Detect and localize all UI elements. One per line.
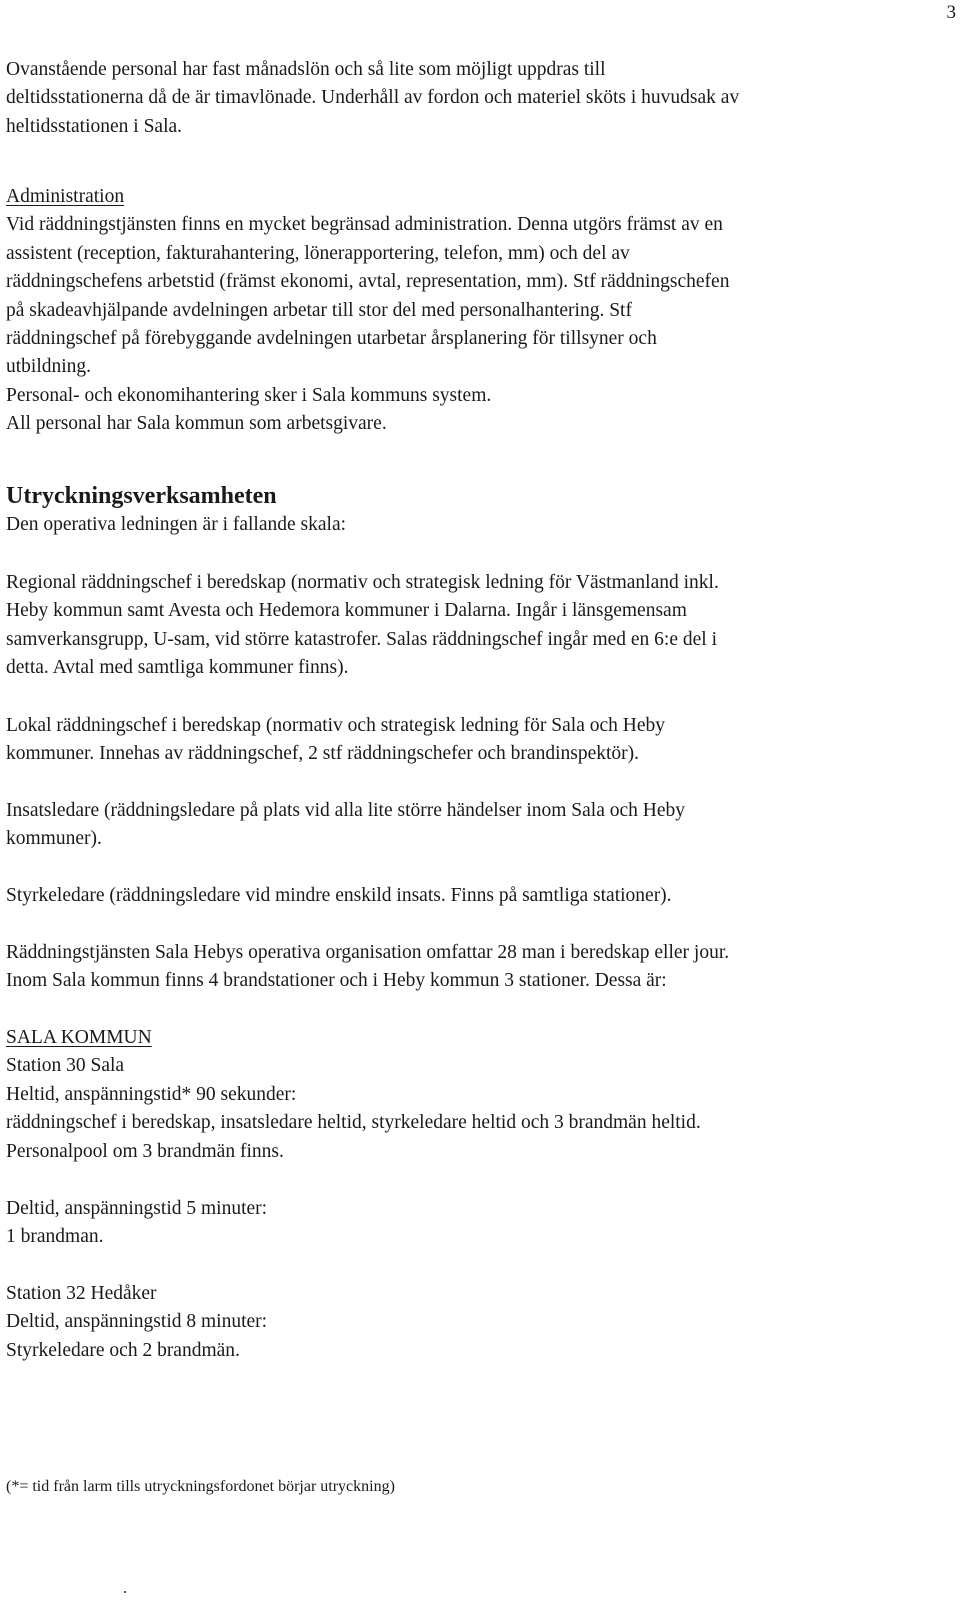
- text-line: kommuner. Innehas av räddningschef, 2 stf räddningschefer och brandinspektör).: [6, 743, 640, 765]
- text-line: Vid räddningstjänsten finns en mycket begränsad administration. Denna utgörs främst av en: [6, 214, 723, 236]
- text-line: Personal- och ekonomihantering sker i Sala kommuns system.: [6, 384, 492, 406]
- section-heading: Utryckningsverksamheten: [6, 483, 277, 509]
- text-line: räddningschef på förebyggande avdelningen utarbetar årsplanering för tillsyner och: [6, 328, 657, 350]
- station-32-paragraph: [6, 1280, 946, 1365]
- text-line: deltidsstationerna då de är timavlönade. Underhåll av fordon och materiel sköts i huvudsak av: [6, 87, 740, 109]
- paragraph-insatsledare: [6, 797, 946, 854]
- text-line: Styrkeledare och 2 brandmän.: [6, 1339, 240, 1361]
- footnote: (*= tid från larm tills utryckningsfordonet börjar utryckning): [6, 1478, 395, 1495]
- deltid-paragraph: [6, 1195, 946, 1252]
- text-line: utbildning.: [6, 356, 92, 378]
- text-line: räddningschef i beredskap, insatsledare heltid, styrkeledare heltid och 3 brandmän heltid.: [6, 1112, 701, 1134]
- text-line: Den operativa ledningen är i fallande skala:: [6, 514, 347, 535]
- text-line: All personal har Sala kommun som arbetsgivare.: [6, 413, 387, 435]
- text-line: Inom Sala kommun finns 4 brandstationer och i Heby kommun 3 stationer. Dessa är:: [6, 970, 667, 992]
- paragraph-organisation: [6, 939, 946, 996]
- text-line: Ovanstående personal har fast månadslön och så lite som möjligt uppdras till: [6, 59, 606, 80]
- paragraph-styrkeledare: [6, 882, 946, 910]
- text-line: Lokal räddningschef i beredskap (normativ och strategisk ledning för Sala och Heby: [6, 715, 666, 736]
- text-line: Deltid, anspänningstid 5 minuter:: [6, 1198, 268, 1219]
- text-line: Deltid, anspänningstid 8 minuter:: [6, 1311, 268, 1333]
- text-line: Station 30 Sala: [6, 1055, 125, 1077]
- text-line: Heltid, anspänningstid* 90 sekunder:: [6, 1083, 297, 1105]
- text-line: Räddningstjänsten Sala Hebys operativa organisation omfattar 28 man i beredskap eller jour.: [6, 942, 730, 963]
- paragraph-regional: [6, 569, 946, 683]
- utryckning-section-header: [6, 481, 946, 539]
- administration-heading: Administration: [6, 186, 125, 207]
- text-line: Personalpool om 3 brandmän finns.: [6, 1140, 284, 1162]
- text-line: kommuner).: [6, 828, 102, 850]
- paragraph-lokal: [6, 712, 946, 769]
- intro-paragraph: [6, 56, 946, 141]
- page-number: 3: [946, 2, 956, 23]
- text-line: Heby kommun samt Avesta och Hedemora kommuner i Dalarna. Ingår i länsgemensam: [6, 600, 687, 622]
- text-line: assistent (reception, fakturahantering, lönerapportering, telefon, mm) och del av: [6, 242, 630, 264]
- text-line: heltidsstationen i Sala.: [6, 115, 183, 137]
- text-line: detta. Avtal med samtliga kommuner finns).: [6, 657, 349, 679]
- text-line: Styrkeledare (räddningsledare vid mindre enskild insats. Finns på samtliga stationer).: [6, 885, 672, 906]
- sala-kommun-heading: SALA KOMMUN: [6, 1027, 152, 1048]
- sala-kommun-section: [6, 1024, 946, 1166]
- text-line: 1 brandman.: [6, 1226, 104, 1248]
- scan-dot: [124, 1591, 126, 1593]
- administration-section: [6, 183, 946, 439]
- text-line: Insatsledare (räddningsledare på plats vid alla lite större händelser inom Sala och Heby: [6, 800, 686, 821]
- text-line: Regional räddningschef i beredskap (normativ och strategisk ledning för Västmanland inkl.: [6, 572, 719, 593]
- text-line: räddningschefens arbetstid (främst ekonomi, avtal, representation, mm). Stf räddningschefen: [6, 271, 730, 293]
- text-line: Station 32 Hedåker: [6, 1283, 157, 1304]
- text-line: samverkansgrupp, U-sam, vid större katastrofer. Salas räddningschef ingår med en 6:e del i: [6, 628, 717, 650]
- text-line: på skadeavhjälpande avdelningen arbetar till stor del med personalhantering. Stf: [6, 299, 632, 321]
